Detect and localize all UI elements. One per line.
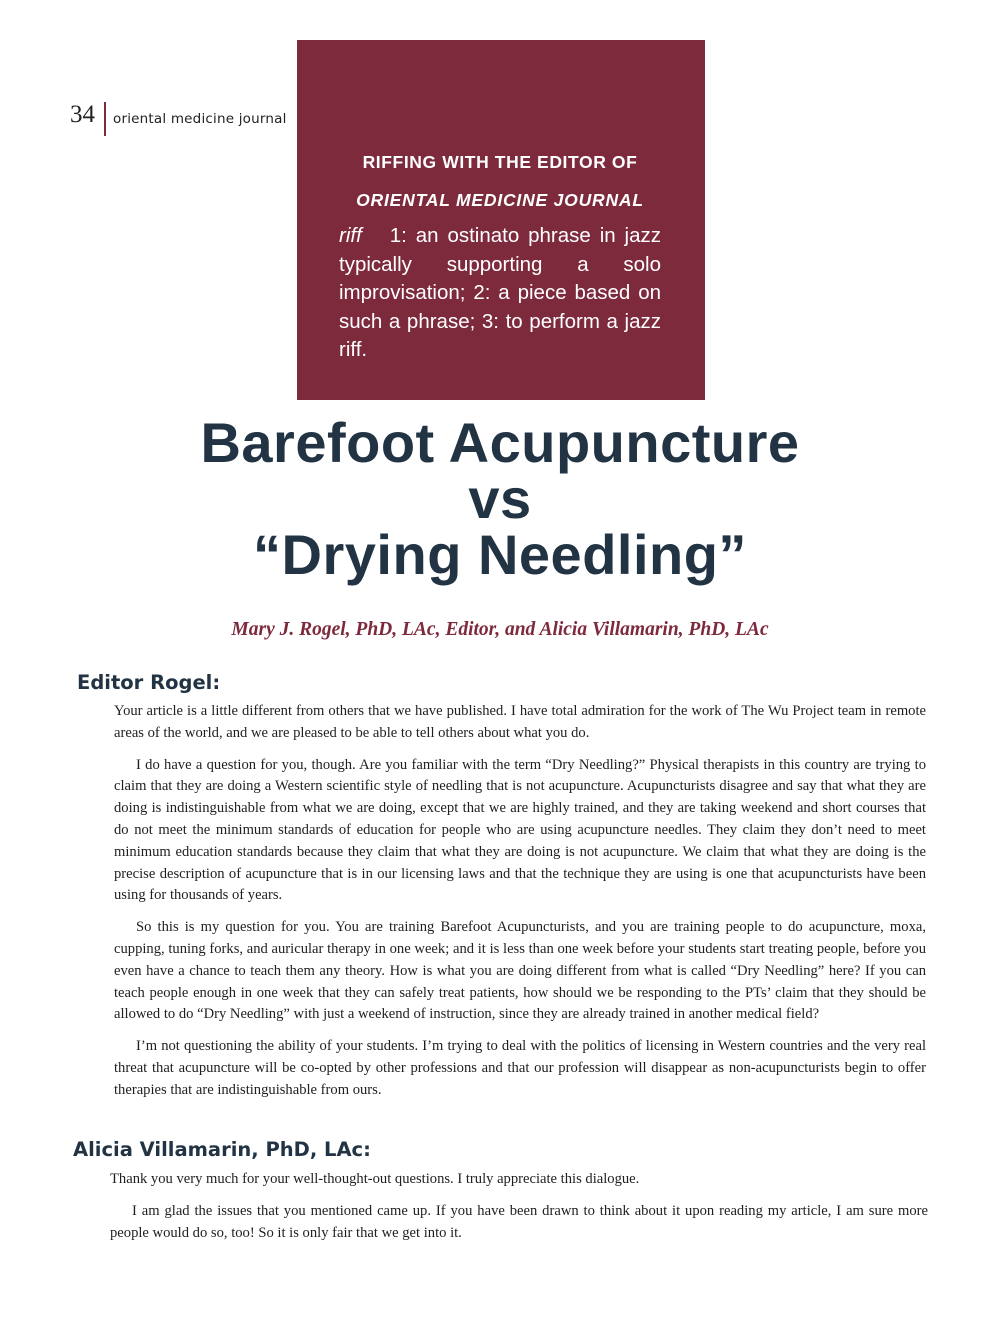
- riff-definition-text: 1: an ostinato phrase in jazz typically supporting a solo improvisation; 2: a piece based on such a phrase; 3: to perform a jazz riff.: [339, 224, 661, 361]
- title-line-1: Barefoot Acupuncture: [200, 411, 800, 474]
- paragraph: So this is my question for you. You are training Barefoot Acupuncturists, and you are training people to do acupuncture, moxa, cupping, tuning forks, and auricular therapy in one week; and it is less than one week before your students start treating people, before you even have a chance to teach them any theory. How is what you are doing different from what is called “Dry Needling” here? If you can teach people enough in one week that they can safely treat patients, how should we be responding to the PTs’ claim that they should be allowed to do “Dry Needling” with just a weekend of instruction, since they are already trained in another medical field?: [114, 919, 926, 1023]
- journal-name: oriental medicine journal: [113, 111, 287, 127]
- article-authors: Mary J. Rogel, PhD, LAc, Editor, and Alicia Villamarin, PhD, LAc: [231, 619, 769, 640]
- paragraph: Thank you very much for your well-thought-out questions. I truly appreciate this dialogue.: [110, 1171, 640, 1187]
- title-line-2: vs: [468, 467, 532, 530]
- article-title: [0, 411, 1000, 586]
- editor-section-body: [114, 701, 926, 1112]
- alicia-section-body: [110, 1169, 928, 1254]
- paragraph: I am glad the issues that you mentioned came up. If you have been drawn to think about it upon reading my article, I am sure more people would do so, too! So it is only fair that we get into it.: [110, 1202, 928, 1241]
- paragraph: Your article is a little different from others that we have published. I have total admiration for the work of The Wu Project team in remote areas of the world, and we are pleased to be able to tell others about what you do.: [114, 703, 926, 741]
- title-line-3: “Drying Needling”: [253, 523, 747, 586]
- section-heading-alicia: Alicia Villamarin, PhD, LAc:: [73, 1138, 371, 1161]
- riff-subheading: ORIENTAL MEDICINE JOURNAL: [356, 190, 644, 210]
- riff-heading: RIFFING WITH THE EDITOR OF: [362, 152, 638, 172]
- page-number: 34: [70, 101, 95, 128]
- riff-term: riff: [339, 224, 362, 247]
- paragraph: I’m not questioning the ability of your students. I’m trying to deal with the politics of licensing in Western countries and the very real threat that acupuncture will be co-opted by other professions and that our profession will disappear as non-acupuncturists begin to offer therapies that are indistinguishable from ours.: [114, 1038, 926, 1098]
- riff-definition: [339, 222, 661, 365]
- header-divider: [104, 102, 106, 136]
- section-heading-editor: Editor Rogel:: [77, 671, 221, 694]
- riff-box: [297, 40, 705, 400]
- paragraph: I do have a question for you, though. Are you familiar with the term “Dry Needling?” Physical therapists in this country are trying to claim that they are doing a Western scientific style of needling that is not acupuncture. Acupuncturists disagree and say that what they are doing is indistinguishable from what we are doing, except that we are highly trained, and they are taking weekend and short courses that do not meet the minimum standards of education for people who are using acupuncture needles. They claim they don’t need to meet minimum education standards because they claim that what they are doing is not acupuncture. We claim that what they are doing is the precise description of acupuncture that is in our licensing laws and that the technique they are using is one that acupuncturists have been using for thousands of years.: [114, 756, 926, 904]
